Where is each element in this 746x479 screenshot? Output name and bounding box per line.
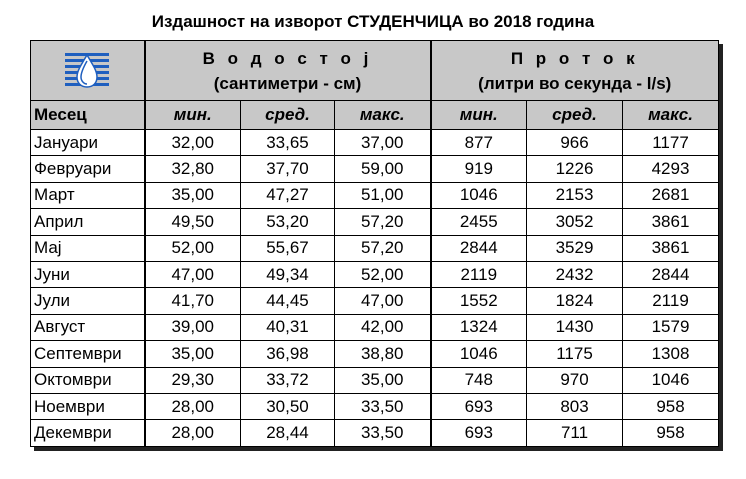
level-min-cell: 49,50 <box>145 209 241 235</box>
level-min-cell: 35,00 <box>145 182 241 208</box>
flow-avg-cell: 970 <box>527 367 623 393</box>
data-table <box>30 40 719 447</box>
flow-avg-cell: 803 <box>527 393 623 419</box>
flow-max-cell: 1579 <box>623 314 719 340</box>
flow-max-header: макс. <box>623 101 719 130</box>
level-max-cell: 59,00 <box>335 156 431 182</box>
flow-min-cell: 693 <box>431 393 527 419</box>
group-header-row <box>31 41 719 101</box>
flow-group-name: П р о т о к <box>510 48 639 68</box>
table-row <box>31 420 719 446</box>
flow-min-cell: 1046 <box>431 182 527 208</box>
level-max-cell: 42,00 <box>335 314 431 340</box>
flow-min-cell: 2119 <box>431 261 527 287</box>
level-min-cell: 28,00 <box>145 393 241 419</box>
flow-min-cell: 2455 <box>431 209 527 235</box>
level-max-cell: 57,20 <box>335 235 431 261</box>
level-max-cell: 38,80 <box>335 341 431 367</box>
table-row <box>31 156 719 182</box>
level-min-cell: 29,30 <box>145 367 241 393</box>
flow-max-cell: 2119 <box>623 288 719 314</box>
level-group-header <box>145 41 431 101</box>
flow-min-header: мин. <box>431 101 527 130</box>
flow-max-cell: 2844 <box>623 261 719 287</box>
level-max-cell: 47,00 <box>335 288 431 314</box>
month-cell: Мај <box>31 235 145 261</box>
flow-min-cell: 2844 <box>431 235 527 261</box>
month-cell: Август <box>31 314 145 340</box>
level-avg-cell: 47,27 <box>241 182 335 208</box>
flow-max-cell: 1046 <box>623 367 719 393</box>
level-max-cell: 52,00 <box>335 261 431 287</box>
flow-avg-cell: 3529 <box>527 235 623 261</box>
column-header-row <box>31 101 719 130</box>
table-row <box>31 367 719 393</box>
level-group-name: В о д о с т о ј <box>202 48 373 68</box>
flow-max-cell: 3861 <box>623 235 719 261</box>
flow-min-cell: 1324 <box>431 314 527 340</box>
flow-avg-cell: 711 <box>527 420 623 446</box>
month-cell: Јануари <box>31 130 145 156</box>
month-cell: Април <box>31 209 145 235</box>
water-drop-logo-icon <box>61 49 113 93</box>
level-avg-cell: 30,50 <box>241 393 335 419</box>
flow-max-cell: 1308 <box>623 341 719 367</box>
level-avg-cell: 33,72 <box>241 367 335 393</box>
table-row <box>31 393 719 419</box>
level-avg-header: сред. <box>241 101 335 130</box>
flow-avg-cell: 1824 <box>527 288 623 314</box>
flow-max-cell: 958 <box>623 393 719 419</box>
flow-max-cell: 4293 <box>623 156 719 182</box>
flow-max-cell: 1177 <box>623 130 719 156</box>
flow-min-cell: 748 <box>431 367 527 393</box>
table-row <box>31 288 719 314</box>
level-group-unit: (сантиметри - см) <box>213 73 362 93</box>
level-avg-cell: 44,45 <box>241 288 335 314</box>
level-max-cell: 51,00 <box>335 182 431 208</box>
month-cell: Јуни <box>31 261 145 287</box>
flow-min-cell: 1046 <box>431 341 527 367</box>
month-cell: Септември <box>31 341 145 367</box>
level-max-cell: 35,00 <box>335 367 431 393</box>
flow-max-cell: 2681 <box>623 182 719 208</box>
page-title: Издашност на изворот СТУДЕНЧИЦА во 2018 година <box>151 12 595 31</box>
table-row <box>31 314 719 340</box>
flow-min-cell: 693 <box>431 420 527 446</box>
level-avg-cell: 36,98 <box>241 341 335 367</box>
flow-avg-cell: 3052 <box>527 209 623 235</box>
flow-avg-cell: 1175 <box>527 341 623 367</box>
level-avg-cell: 40,31 <box>241 314 335 340</box>
flow-avg-cell: 2432 <box>527 261 623 287</box>
table-body <box>31 130 719 447</box>
flow-avg-cell: 1226 <box>527 156 623 182</box>
table-row <box>31 209 719 235</box>
flow-max-cell: 3861 <box>623 209 719 235</box>
table-row <box>31 130 719 156</box>
level-min-cell: 28,00 <box>145 420 241 446</box>
flow-min-cell: 1552 <box>431 288 527 314</box>
flow-min-cell: 877 <box>431 130 527 156</box>
level-max-header: макс. <box>335 101 431 130</box>
level-max-cell: 33,50 <box>335 393 431 419</box>
flow-avg-cell: 966 <box>527 130 623 156</box>
month-cell: Ноември <box>31 393 145 419</box>
level-min-cell: 32,00 <box>145 130 241 156</box>
logo-cell <box>31 41 145 101</box>
level-avg-cell: 55,67 <box>241 235 335 261</box>
level-avg-cell: 37,70 <box>241 156 335 182</box>
level-avg-cell: 33,65 <box>241 130 335 156</box>
level-min-cell: 32,80 <box>145 156 241 182</box>
level-avg-cell: 28,44 <box>241 420 335 446</box>
table-row <box>31 261 719 287</box>
level-avg-cell: 49,34 <box>241 261 335 287</box>
level-max-cell: 37,00 <box>335 130 431 156</box>
month-cell: Јули <box>31 288 145 314</box>
month-cell: Март <box>31 182 145 208</box>
table-row <box>31 235 719 261</box>
month-cell: Февруари <box>31 156 145 182</box>
level-min-cell: 39,00 <box>145 314 241 340</box>
level-max-cell: 33,50 <box>335 420 431 446</box>
level-min-cell: 47,00 <box>145 261 241 287</box>
level-min-header: мин. <box>145 101 241 130</box>
flow-avg-cell: 1430 <box>527 314 623 340</box>
month-column-header: Месец <box>31 101 145 130</box>
flow-avg-header: сред. <box>527 101 623 130</box>
level-avg-cell: 53,20 <box>241 209 335 235</box>
level-min-cell: 35,00 <box>145 341 241 367</box>
flow-min-cell: 919 <box>431 156 527 182</box>
level-max-cell: 57,20 <box>335 209 431 235</box>
table-row <box>31 341 719 367</box>
table-row <box>31 182 719 208</box>
month-cell: Декември <box>31 420 145 446</box>
flow-group-header <box>431 41 719 101</box>
level-min-cell: 41,70 <box>145 288 241 314</box>
level-min-cell: 52,00 <box>145 235 241 261</box>
month-cell: Октомври <box>31 367 145 393</box>
flow-group-unit: (литри во секунда - l/s) <box>478 73 672 93</box>
flow-max-cell: 958 <box>623 420 719 446</box>
flow-avg-cell: 2153 <box>527 182 623 208</box>
